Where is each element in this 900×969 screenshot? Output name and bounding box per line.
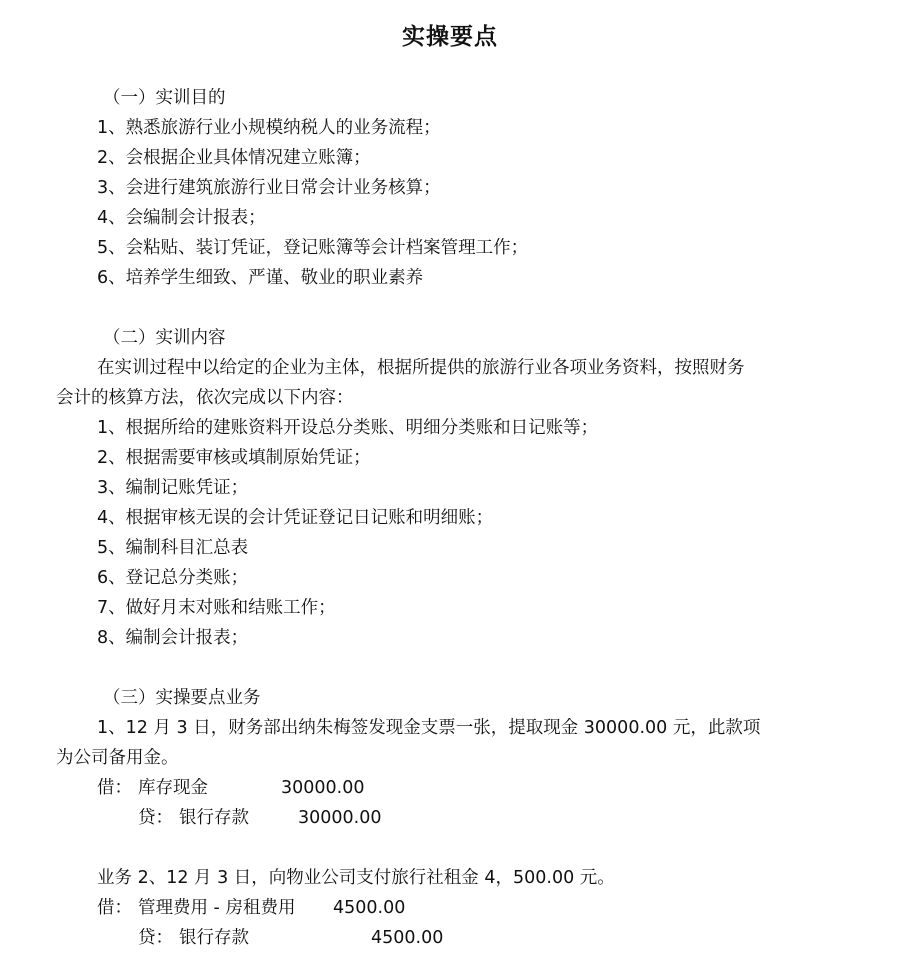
list-item: 3、会进行建筑旅游行业日常会计业务核算；	[97, 178, 441, 198]
section-heading-business: （三）实操要点业务	[103, 688, 261, 708]
journal-entry-credit	[138, 927, 443, 949]
debit-account: 管理费用 - 房租费用	[138, 898, 296, 918]
list-item: 6、培养学生细致、严谨、敬业的职业素养	[97, 268, 424, 288]
list-item: 4、会编制会计报表；	[97, 208, 266, 228]
list-item: 1、根据所给的建账资料开设总分类账、明细分类账和日记账等；	[97, 418, 599, 438]
journal-entry-debit	[97, 777, 365, 799]
list-item: 6、登记总分类账；	[97, 568, 249, 588]
section-heading-purpose: （一）实训目的	[103, 88, 226, 108]
list-item: 5、会粘贴、装订凭证，登记账簿等会计档案管理工作；	[97, 238, 529, 258]
debit-amount: 4500.00	[333, 898, 406, 918]
debit-label: 借：	[97, 898, 132, 918]
journal-entry-credit	[138, 807, 382, 829]
debit-label: 借：	[97, 778, 132, 798]
list-item: 4、根据审核无误的会计凭证登记日记账和明细账；	[97, 508, 494, 528]
credit-amount: 4500.00	[371, 928, 444, 948]
list-item: 3、编制记账凭证；	[97, 478, 249, 498]
credit-amount: 30000.00	[298, 808, 382, 828]
paragraph-line: 会计的核算方法，依次完成以下内容：	[56, 388, 354, 408]
document-title: 实操要点	[402, 24, 498, 50]
section-heading-content: （二）实训内容	[103, 328, 226, 348]
debit-amount: 30000.00	[281, 778, 365, 798]
list-item: 7、做好月末对账和结账工作；	[97, 598, 336, 618]
list-item: 5、编制科目汇总表	[97, 538, 249, 558]
paragraph-line: 业务 2、12 月 3 日，向物业公司支付旅行社租金 4，500.00 元。	[97, 868, 615, 888]
list-item: 8、编制会计报表；	[97, 628, 249, 648]
list-item: 2、会根据企业具体情况建立账簿；	[97, 148, 371, 168]
credit-label: 贷：	[138, 808, 173, 828]
credit-account: 银行存款	[179, 808, 249, 828]
credit-account: 银行存款	[179, 928, 249, 948]
credit-label: 贷：	[138, 928, 173, 948]
list-item: 2、根据需要审核或填制原始凭证；	[97, 448, 371, 468]
paragraph-line: 1、12 月 3 日，财务部出纳朱梅签发现金支票一张，提取现金 30000.00 元，此款项	[97, 718, 761, 738]
paragraph-line: 在实训过程中以给定的企业为主体，根据所提供的旅游行业各项业务资料，按照财务	[97, 358, 745, 378]
debit-account: 库存现金	[138, 778, 208, 798]
list-item: 1、熟悉旅游行业小规模纳税人的业务流程；	[97, 118, 441, 138]
paragraph-line: 为公司备用金。	[56, 748, 179, 768]
journal-entry-debit	[97, 897, 405, 919]
